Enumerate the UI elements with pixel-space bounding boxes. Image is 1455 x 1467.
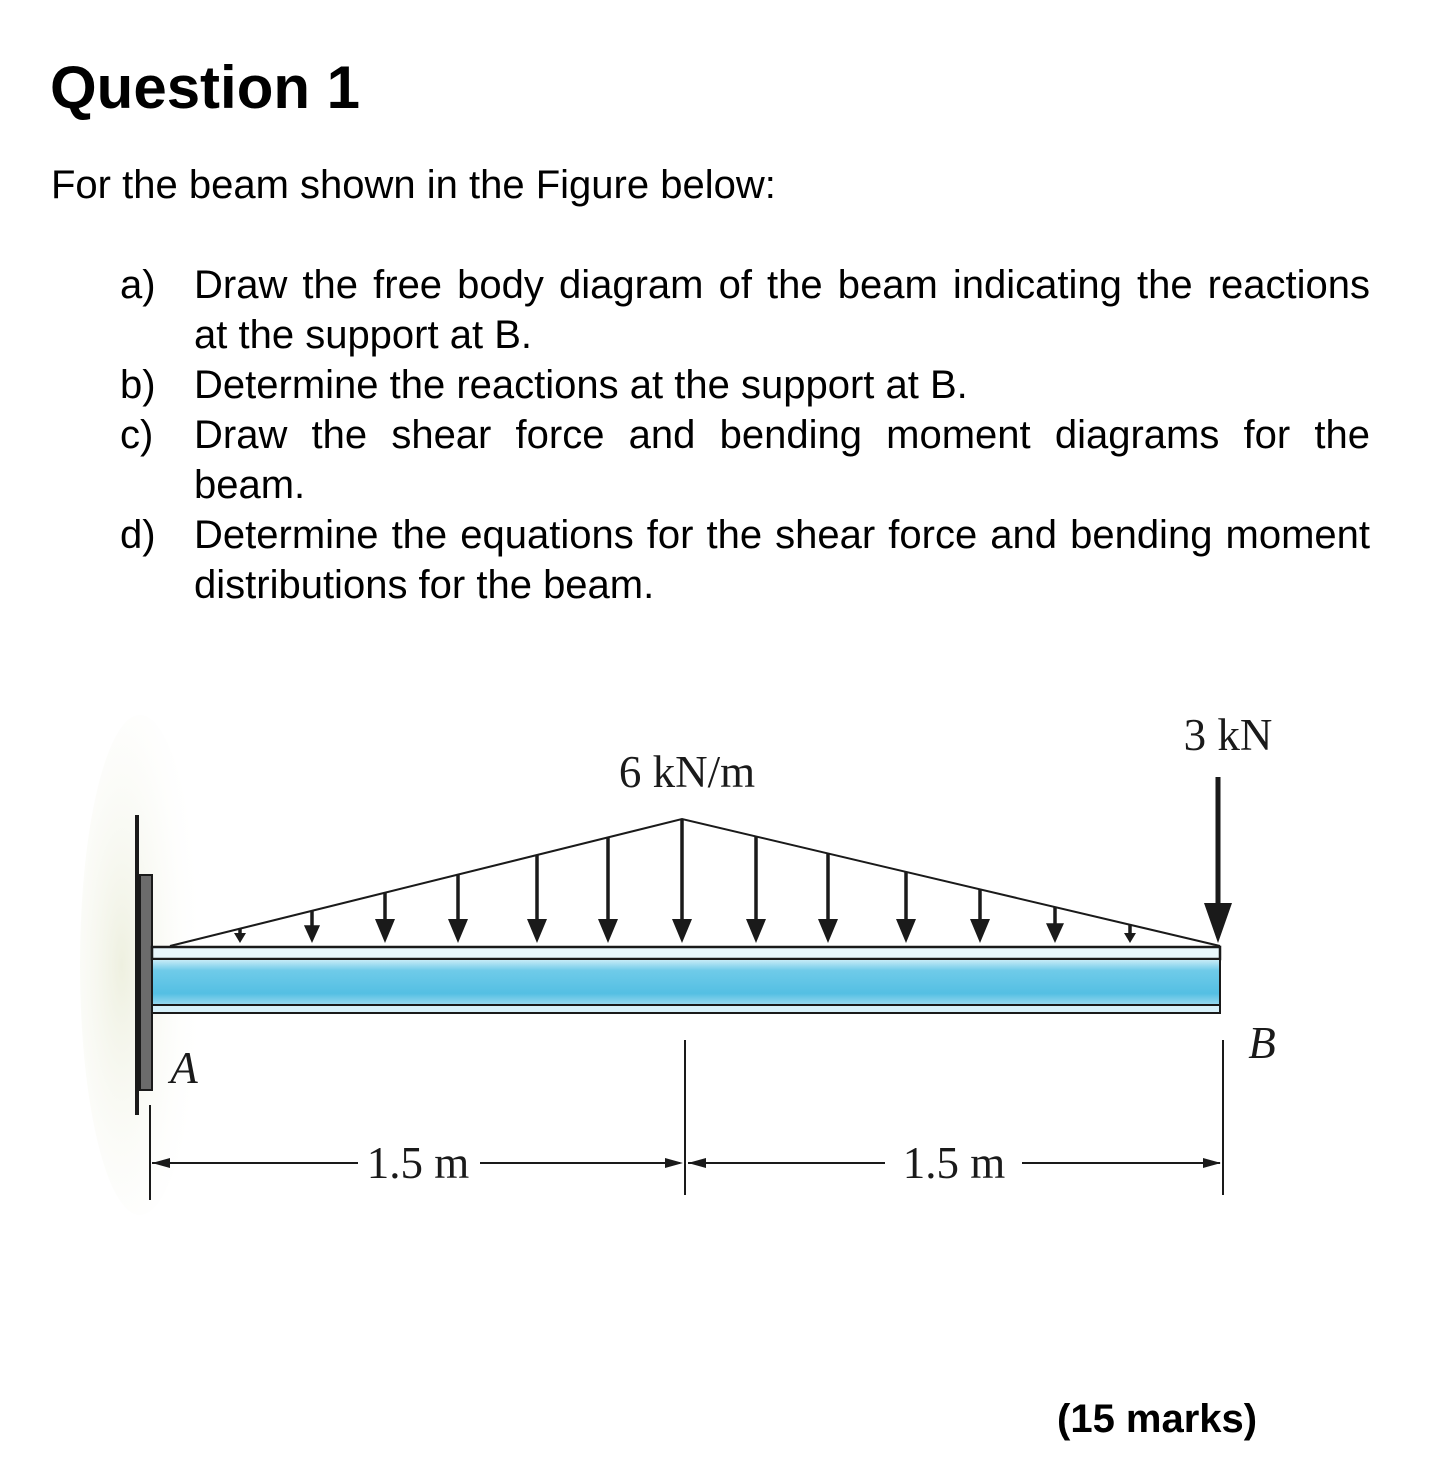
load-arrow-7	[672, 819, 692, 943]
load-arrow-1	[234, 929, 246, 943]
question-parts-list	[120, 260, 1370, 610]
part-b-letter: b)	[120, 363, 156, 407]
dimension-label-2: 1.5 m	[902, 1138, 1006, 1188]
distributed-load-arrows	[234, 819, 1136, 943]
part-a	[120, 260, 1370, 360]
load-arrow-6	[598, 837, 618, 943]
part-d-letter: d)	[120, 513, 156, 557]
dimension-label-1: 1.5 m	[366, 1138, 470, 1188]
part-d	[120, 510, 1370, 610]
distributed-load-outline	[170, 819, 1220, 946]
load-arrow-12	[1046, 907, 1064, 943]
beam	[152, 959, 1220, 1005]
support-a-label: A	[170, 1043, 198, 1093]
part-a-text: Draw the free body diagram of the beam indicating the reactions at the support at B.	[194, 263, 1370, 357]
support-plate	[140, 875, 152, 1090]
question-title: Question 1	[50, 54, 361, 121]
beam-diagram	[80, 655, 1360, 1215]
load-arrow-4	[448, 875, 468, 943]
load-arrow-9	[818, 853, 838, 943]
distributed-load-label: 6 kN/m	[618, 747, 756, 797]
load-arrow-10	[896, 872, 916, 943]
part-b-text: Determine the reactions at the support at B.	[194, 363, 968, 407]
point-load-label: 3 kN	[1183, 710, 1273, 760]
beam-top-flange	[152, 947, 1220, 959]
beam-bottom-flange	[152, 1005, 1220, 1013]
end-b-label: B	[1248, 1018, 1276, 1068]
beam-figure	[80, 655, 1360, 1215]
load-arrow-3	[375, 893, 395, 943]
part-a-letter: a)	[120, 263, 156, 307]
part-c	[120, 410, 1370, 510]
marks-label: (15 marks)	[1057, 1397, 1258, 1441]
load-arrow-8	[746, 836, 766, 943]
point-load-arrow	[1204, 777, 1232, 943]
intro-text: For the beam shown in the Figure below:	[51, 163, 776, 207]
load-arrow-5	[527, 855, 547, 943]
part-c-letter: c)	[120, 413, 154, 457]
load-arrow-2	[304, 911, 320, 943]
load-arrow-13	[1124, 925, 1136, 943]
part-b	[120, 360, 1370, 410]
part-d-text: Determine the equations for the shear force and bending moment distributions for the beam.	[194, 513, 1370, 607]
part-c-text: Draw the shear force and bending moment diagrams for the beam.	[194, 413, 1370, 507]
load-arrow-11	[970, 889, 990, 943]
